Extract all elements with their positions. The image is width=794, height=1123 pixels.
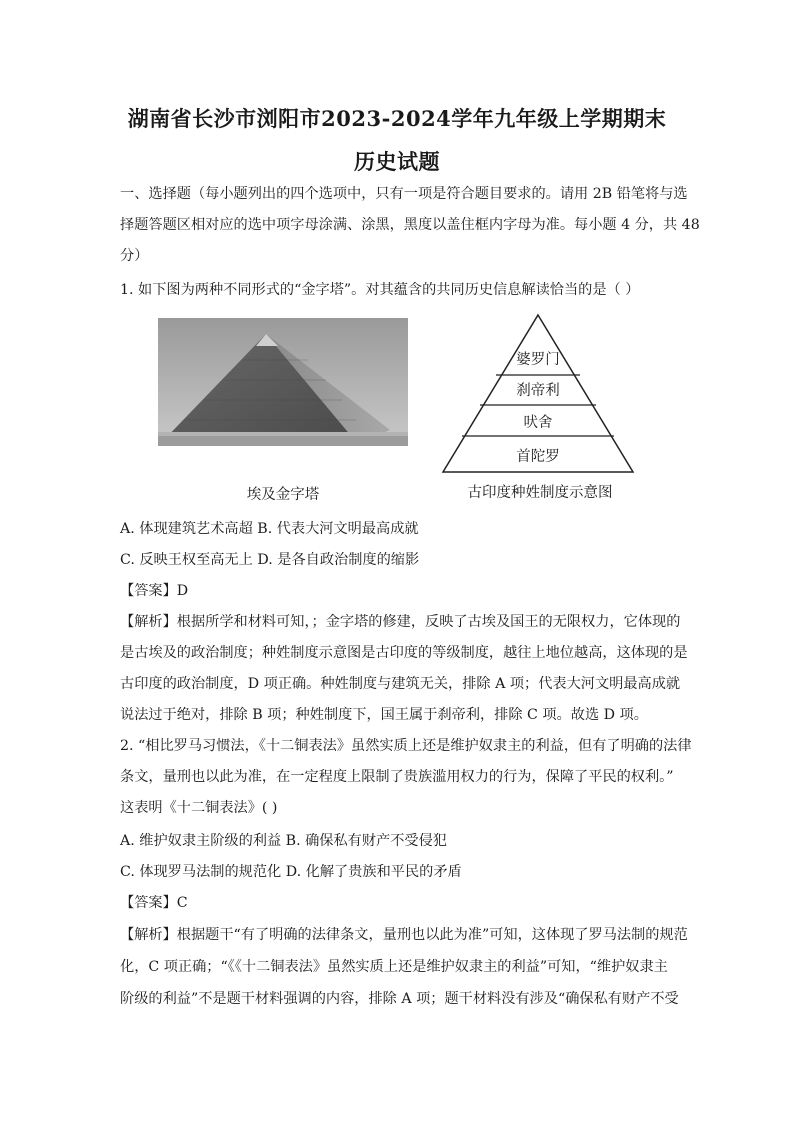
caste-pyramid-diagram	[440, 312, 636, 474]
question-2-analysis-line: 【解析】根据题干“有了明确的法律条文，量刑也以此为准”可知，这体现了罗马法制的规范	[120, 927, 688, 943]
document-subtitle: 历史试题	[354, 149, 440, 174]
question-1-options-ab: A. 体现建筑艺术高超 B. 代表大河文明最高成就	[120, 521, 419, 537]
question-1-analysis-line: 说法过于绝对，排除 B 项；种姓制度下，国王属于刹帝利，排除 C 项。故选 D 项。	[120, 707, 648, 723]
document-title: 湖南省长沙市浏阳市2023-2024学年九年级上学期期末	[127, 106, 667, 131]
egypt-pyramid-photo	[158, 318, 408, 446]
caste-level-1: 婆罗门	[516, 352, 560, 368]
caste-level-2: 刹帝利	[516, 383, 560, 399]
egypt-pyramid-caption: 埃及金字塔	[246, 487, 320, 503]
section-instruction-line: 择题答题区相对应的选中项字母涂满、涂黑，黑度以盖住框内字母为准。每小题 4 分，共 48	[120, 217, 700, 233]
question-1-answer: 【答案】D	[120, 583, 189, 599]
question-2-stem-line: 条文，量刑也以此为准，在一定程度上限制了贵族滥用权力的行为，保障了平民的权利。”	[120, 769, 674, 785]
caste-level-3: 吠舍	[523, 415, 553, 431]
question-2-options-ab: A. 维护奴隶主阶级的利益 B. 确保私有财产不受侵犯	[120, 833, 447, 849]
question-2-analysis-line: 阶级的利益”不是题干材料强调的内容，排除 A 项；题干材料没有涉及“确保私有财产不受	[120, 991, 679, 1007]
question-2-answer: 【答案】C	[120, 895, 188, 911]
caste-level-4: 首陀罗	[516, 449, 560, 465]
question-2-stem-line: 2. “相比罗马习惯法，《十二铜表法》虽然实质上还是维护奴隶主的利益，但有了明确的法律	[120, 738, 692, 754]
question-1-analysis-line: 古印度的政治制度，D 项正确。种姓制度与建筑无关，排除 A 项；代表大河文明最高成就	[120, 676, 681, 692]
question-2-options-cd: C. 体现罗马法制的规范化 D. 化解了贵族和平民的矛盾	[120, 864, 462, 880]
question-2-analysis-line: 化，C 项正确；“《《十二铜表法》虽然实质上还是维护奴隶主的利益”可知，“维护奴隶主	[120, 959, 668, 975]
question-1-analysis-line: 是古埃及的政治制度；种姓制度示意图是古印度的等级制度，越往上地位越高，这体现的是	[120, 645, 688, 661]
question-1-analysis-line: 【解析】根据所学和材料可知，；金字塔的修建，反映了古埃及国王的无限权力，它体现的	[120, 614, 681, 630]
question-2-stem-line: 这表明《十二铜表法》( )	[120, 800, 278, 816]
question-1-stem: 1. 如下图为两种不同形式的“金字塔”。对其蕴含的共同历史信息解读恰当的是（ ）	[120, 282, 640, 298]
section-instruction-line: 一、选择题（每小题列出的四个选项中，只有一项是符合题目要求的。请用 2B 铅笔将与选	[120, 186, 688, 202]
section-instruction-line: 分）	[120, 248, 149, 264]
caste-diagram-caption: 古印度种姓制度示意图	[467, 485, 613, 501]
question-1-options-cd: C. 反映王权至高无上 D. 是各自政治制度的缩影	[120, 552, 420, 568]
